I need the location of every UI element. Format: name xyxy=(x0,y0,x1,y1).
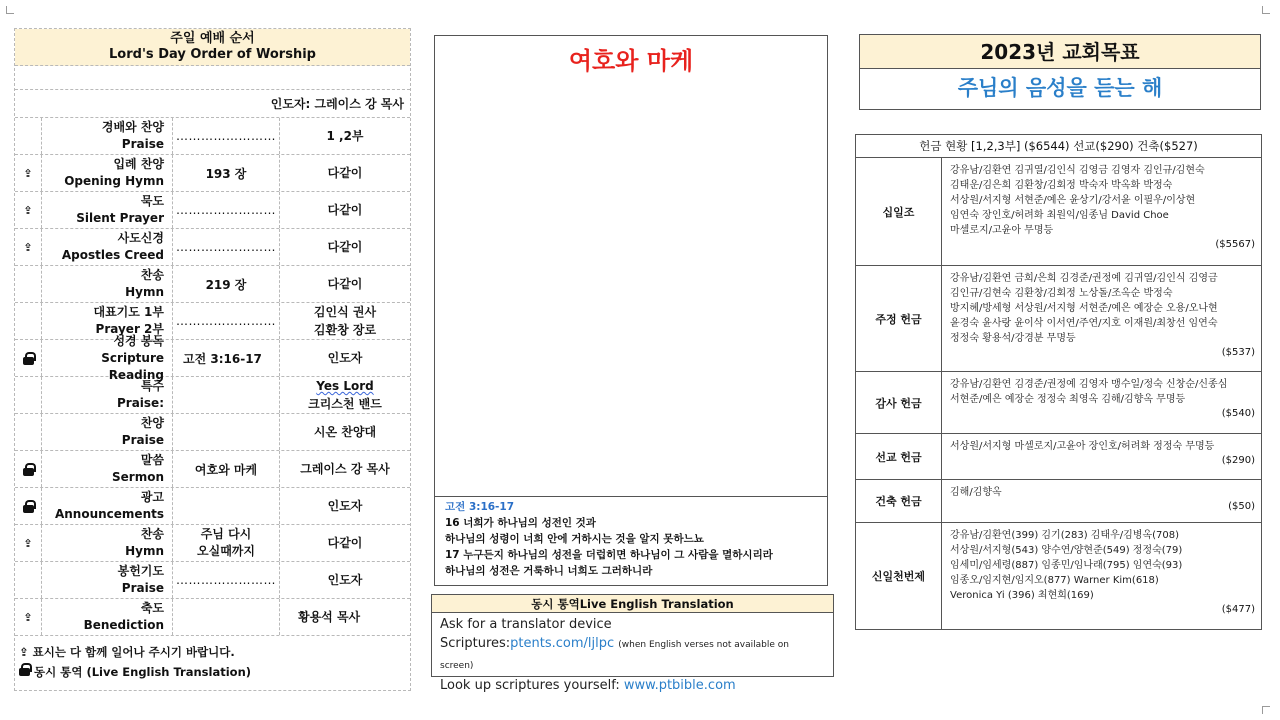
offering-details xyxy=(942,266,1261,371)
offering-amount: ($537) xyxy=(1221,347,1255,358)
order-row-mark xyxy=(15,562,42,598)
offering-category: 건축 헌금 xyxy=(856,480,942,522)
order-item-reference-line: 오실때까지 xyxy=(197,544,255,558)
order-row xyxy=(15,192,410,229)
order-item-leader-text: 인도자 xyxy=(327,351,363,365)
spellcheck-underline: Yes Lord xyxy=(316,379,374,393)
order-row xyxy=(15,155,410,192)
offering-table xyxy=(855,134,1262,630)
order-rows xyxy=(15,118,410,636)
goal-year-title: 2023년 교회목표 xyxy=(860,35,1260,69)
order-row xyxy=(15,488,410,525)
offering-row xyxy=(856,434,1261,480)
order-item-name xyxy=(42,377,173,413)
order-row-mark xyxy=(15,155,42,191)
order-item-leader-text: 김인식 권사 xyxy=(313,305,377,319)
order-row-mark xyxy=(15,118,42,154)
order-item-leader-text: 김환창 장로 xyxy=(313,323,377,337)
offering-details xyxy=(942,523,1261,629)
order-row xyxy=(15,525,410,562)
order-item-leader xyxy=(280,599,410,635)
order-item-leader xyxy=(280,451,410,487)
order-item-leader-text: 인도자 xyxy=(327,499,363,513)
order-item-reference-text: …………………… xyxy=(176,573,276,587)
offering-row xyxy=(856,480,1261,523)
order-row-mark xyxy=(15,414,42,450)
headphone-icon xyxy=(19,663,30,676)
order-item-korean: 입례 찬양 xyxy=(113,157,164,171)
verse-line: 하나님의 성전은 거룩하니 너희도 그러하니라 xyxy=(445,565,653,577)
order-row-mark xyxy=(15,266,42,302)
order-row-mark xyxy=(15,229,42,265)
scriptures-link[interactable]: ptents.com/ljlpc xyxy=(510,636,615,651)
order-row xyxy=(15,118,410,155)
order-item-leader xyxy=(280,303,410,339)
order-item-reference xyxy=(173,599,280,635)
order-item-name xyxy=(42,118,173,154)
order-item-reference-text: 219 장 xyxy=(205,277,247,292)
order-item-english: Prayer 2부 xyxy=(95,322,164,336)
order-item-name xyxy=(42,192,173,228)
order-item-english: Opening Hymn xyxy=(64,174,164,188)
offering-amount: ($290) xyxy=(1221,455,1255,466)
offering-amount: ($477) xyxy=(1221,604,1255,615)
order-item-reference xyxy=(173,562,280,598)
offering-category: 신일천번제 xyxy=(856,523,942,629)
order-row xyxy=(15,414,410,451)
order-row-mark xyxy=(15,303,42,339)
order-item-leader-text: 황용석 목사 xyxy=(298,610,361,624)
order-item-english: Silent Prayer xyxy=(76,211,164,225)
order-item-name xyxy=(42,414,173,450)
offering-details xyxy=(942,480,1261,522)
scripture-verses xyxy=(445,499,773,579)
order-item-leader xyxy=(280,377,410,413)
order-item-leader-text: 1 ,2부 xyxy=(326,129,364,143)
order-item-korean: 광고 xyxy=(140,490,164,504)
headphone-icon xyxy=(23,352,34,365)
verse-reference: 고전 3:16-17 xyxy=(445,501,515,513)
page-corner-mark xyxy=(1262,6,1270,14)
order-item-leader xyxy=(280,525,410,561)
order-item-reference-text: 193 장 xyxy=(205,166,247,181)
offering-details xyxy=(942,434,1261,479)
order-item-korean: 대표기도 1부 xyxy=(93,305,164,319)
order-item-name xyxy=(42,562,173,598)
order-item-reference xyxy=(173,377,280,413)
order-item-english: Hymn xyxy=(125,285,164,299)
order-item-reference xyxy=(173,118,280,154)
order-item-korean: 사도신경 xyxy=(117,231,164,245)
order-item-leader xyxy=(280,562,410,598)
order-item-leader xyxy=(280,229,410,265)
order-item-reference-line: 주님 다시 xyxy=(200,527,252,541)
order-item-english: Apostles Creed xyxy=(61,248,164,262)
stand-up-icon: ⇪ xyxy=(23,203,33,217)
sermon-title: 여호와 마케 xyxy=(568,47,694,75)
order-item-korean: 찬송 xyxy=(140,268,164,282)
order-item-reference xyxy=(173,340,280,376)
order-row-mark xyxy=(15,488,42,524)
order-item-reference xyxy=(173,525,280,561)
translation-line-3 xyxy=(440,676,825,695)
order-item-korean: 찬송 xyxy=(140,527,164,541)
order-row xyxy=(15,266,410,303)
order-item-name xyxy=(42,451,173,487)
order-item-leader-text: 다같이 xyxy=(327,240,363,254)
order-item-english: Benediction xyxy=(83,618,164,632)
order-item-name xyxy=(42,333,173,382)
order-row xyxy=(15,333,410,382)
scriptures-note: (when English verses not available on screen) xyxy=(440,640,789,671)
order-item-leader xyxy=(280,266,410,302)
page-corner-mark xyxy=(1262,706,1270,714)
offering-amount: ($540) xyxy=(1221,408,1255,419)
order-item-korean: 봉헌기도 xyxy=(117,564,164,578)
order-title-english: Lord's Day Order of Worship xyxy=(109,47,316,62)
order-item-leader-text: 다같이 xyxy=(327,536,363,550)
order-item-name xyxy=(42,599,173,635)
offering-row xyxy=(856,266,1261,372)
offering-row xyxy=(856,523,1261,629)
note-stand: ⇪ 표시는 다 함께 일어나 주시기 바랍니다. xyxy=(19,645,235,659)
sermon-box xyxy=(434,35,828,586)
offering-rows xyxy=(856,158,1261,629)
order-item-name xyxy=(42,266,173,302)
offering-amount: ($5567) xyxy=(1215,239,1255,250)
translation-header: 동시 통역Live English Translation xyxy=(432,595,833,613)
translation-line-2 xyxy=(440,634,825,676)
order-item-name xyxy=(42,488,173,524)
offering-header: 헌금 현황 [1,2,3부] ($6544) 선교($290) 건축($527) xyxy=(856,135,1261,158)
verse-line: 하나님의 성령이 너희 안에 거하시는 것을 알지 못하느뇨 xyxy=(445,533,704,545)
offering-details xyxy=(942,372,1261,433)
order-item-leader-text: 그레이스 강 목사 xyxy=(300,462,390,476)
order-item-english: Hymn xyxy=(125,544,164,558)
translation-line-1: Ask for a translator device xyxy=(440,617,612,632)
offering-category: 주정 헌금 xyxy=(856,266,942,371)
order-item-korean: 성경 봉독 xyxy=(113,333,164,348)
order-row-mark xyxy=(15,451,42,487)
stand-up-icon: ⇪ xyxy=(23,240,33,254)
order-item-korean: 경배와 찬양 xyxy=(101,120,164,134)
order-item-english: Praise xyxy=(121,137,164,151)
order-item-reference-text: …………………… xyxy=(176,129,276,143)
order-item-reference xyxy=(173,414,280,450)
order-item-leader xyxy=(280,488,410,524)
note-translation-text: 동시 통역 (Live English Translation) xyxy=(34,665,252,679)
offering-names: 김해/김향옥 xyxy=(950,487,1002,498)
order-row-mark xyxy=(15,340,42,376)
offering-names: 서상원/서지형 마셀로지/고윤아 장인호/허려화 정정숙 무명등 xyxy=(950,441,1215,452)
order-item-leader-text: 다같이 xyxy=(327,277,363,291)
order-item-leader-text: 크리스천 밴드 xyxy=(308,397,382,411)
order-item-reference xyxy=(173,192,280,228)
order-row xyxy=(15,377,410,414)
offering-names: 강유남/김환연 금희/은희 김경준/권정예 김귀열/김인식 김영금 김인규/김현숙 김환창/김회정 노상돌/조옥순 박정숙 방지혜/방세형 서상원/서지형 서현준/예은 예장순 오용/오나현 윤경숙 윤사랑 윤이삭 이서연/주연/지호 이재원/최창선 임연숙 정정숙 황용석/강경분 무명등 xyxy=(950,273,1218,344)
offering-row xyxy=(856,372,1261,434)
order-item-reference xyxy=(173,266,280,302)
order-item-leader xyxy=(280,414,410,450)
offering-category: 십일조 xyxy=(856,158,942,265)
order-item-english: Announcements xyxy=(54,507,164,521)
order-item-english: Sermon xyxy=(112,470,164,484)
verse-line: 17 누구든지 하나님의 성전을 더럽히면 하나님이 그 사람을 멸하시리라 xyxy=(445,549,773,561)
order-item-korean: 말씀 xyxy=(140,453,164,467)
order-item-english: Scripture Reading xyxy=(101,350,164,382)
order-leader-line: 인도자: 그레이스 강 목사 xyxy=(15,90,410,118)
order-item-reference xyxy=(173,451,280,487)
headphone-icon xyxy=(23,463,34,476)
order-row-mark xyxy=(15,599,42,635)
goal-motto: 주님의 음성을 듣는 해 xyxy=(957,76,1163,100)
church-goal-box xyxy=(859,34,1261,110)
offering-names: 강유남/김환연(399) 김기(283) 김태우/김병옥(708) 서상원/서지형(543) 양수연/양현준(549) 정정숙(79) 임세미/임세령(887) 임종민/임나래(795) 임연숙(93) 임종오/임지현/임지오(877) Warner Kim(618) Veronica Yi (396) 최현희(169) xyxy=(950,530,1183,601)
sermon-divider xyxy=(435,496,827,497)
translation-box xyxy=(431,594,834,693)
order-item-english: Praise xyxy=(121,581,164,595)
order-blank-row xyxy=(15,66,410,90)
translation-body xyxy=(432,613,833,697)
order-item-leader xyxy=(280,118,410,154)
order-item-reference-text: …………………… xyxy=(176,314,276,328)
order-item-leader-text: 시온 찬양대 xyxy=(313,425,377,439)
headphone-icon xyxy=(23,500,34,513)
note-translation xyxy=(19,662,406,682)
order-notes xyxy=(15,636,410,690)
order-row xyxy=(15,562,410,599)
order-item-korean: 특주 xyxy=(140,379,164,393)
stand-up-icon: ⇪ xyxy=(23,536,33,550)
page-corner-mark xyxy=(6,6,14,14)
order-item-name xyxy=(42,155,173,191)
order-row xyxy=(15,451,410,488)
order-row xyxy=(15,229,410,266)
order-item-reference-text: …………………… xyxy=(176,203,276,217)
stand-up-icon: ⇪ xyxy=(23,166,33,180)
order-item-name xyxy=(42,525,173,561)
offering-row xyxy=(856,158,1261,266)
ptbible-link[interactable]: www.ptbible.com xyxy=(623,678,736,693)
offering-details xyxy=(942,158,1261,265)
offering-category: 선교 헌금 xyxy=(856,434,942,479)
offering-names: 강유남/김환연 김경준/권정예 김영자 맹수일/정숙 신창순/신종심 서현준/예은 예장순 정정숙 최영옥 김해/김향옥 무명등 xyxy=(950,379,1228,405)
order-item-leader-text xyxy=(316,377,373,395)
offering-amount: ($50) xyxy=(1228,501,1255,512)
order-item-leader xyxy=(280,340,410,376)
order-row-mark xyxy=(15,192,42,228)
offering-names: 강유남/김환연 김귀열/김인식 김영금 김영자 김인규/김현숙 김태운/김은희 김환창/김회정 박숙자 박옥화 박정숙 서상원/서지형 서현준/예은 윤상기/강서윤 이필우/이상현 임연숙 장인호/허려화 최원익/임종님 David Choe 마셀로지/고윤아 무명등 xyxy=(950,165,1205,236)
order-item-korean: 축도 xyxy=(140,601,164,615)
order-item-korean: 찬양 xyxy=(140,416,164,430)
order-of-worship-table xyxy=(14,28,411,691)
order-row-mark xyxy=(15,525,42,561)
order-title-korean: 주일 예배 순서 xyxy=(170,31,255,46)
order-row xyxy=(15,599,410,636)
order-item-reference-text: …………………… xyxy=(176,240,276,254)
stand-up-icon: ⇪ xyxy=(23,610,33,624)
order-item-reference xyxy=(173,155,280,191)
scriptures-label: Scriptures: xyxy=(440,636,511,651)
order-item-leader-text: 인도자 xyxy=(327,573,363,587)
order-item-reference xyxy=(173,229,280,265)
order-title xyxy=(15,29,410,66)
order-item-english: Praise xyxy=(121,433,164,447)
order-item-reference-text: 고전 3:16-17 xyxy=(183,351,262,366)
order-item-korean: 묵도 xyxy=(140,194,164,208)
order-item-leader-text: 다같이 xyxy=(327,203,363,217)
order-item-reference xyxy=(173,488,280,524)
verse-line: 16 너희가 하나님의 성전인 것과 xyxy=(445,517,596,529)
order-item-leader xyxy=(280,192,410,228)
offering-category: 감사 헌금 xyxy=(856,372,942,433)
order-item-leader-text: 다같이 xyxy=(327,166,363,180)
order-row-mark xyxy=(15,377,42,413)
order-item-reference-text: 여호와 마케 xyxy=(194,462,258,477)
order-item-english: Praise: xyxy=(116,396,164,410)
order-item-reference xyxy=(173,303,280,339)
order-item-leader xyxy=(280,155,410,191)
lookup-label: Look up scriptures yourself: xyxy=(440,678,624,693)
order-item-name xyxy=(42,229,173,265)
